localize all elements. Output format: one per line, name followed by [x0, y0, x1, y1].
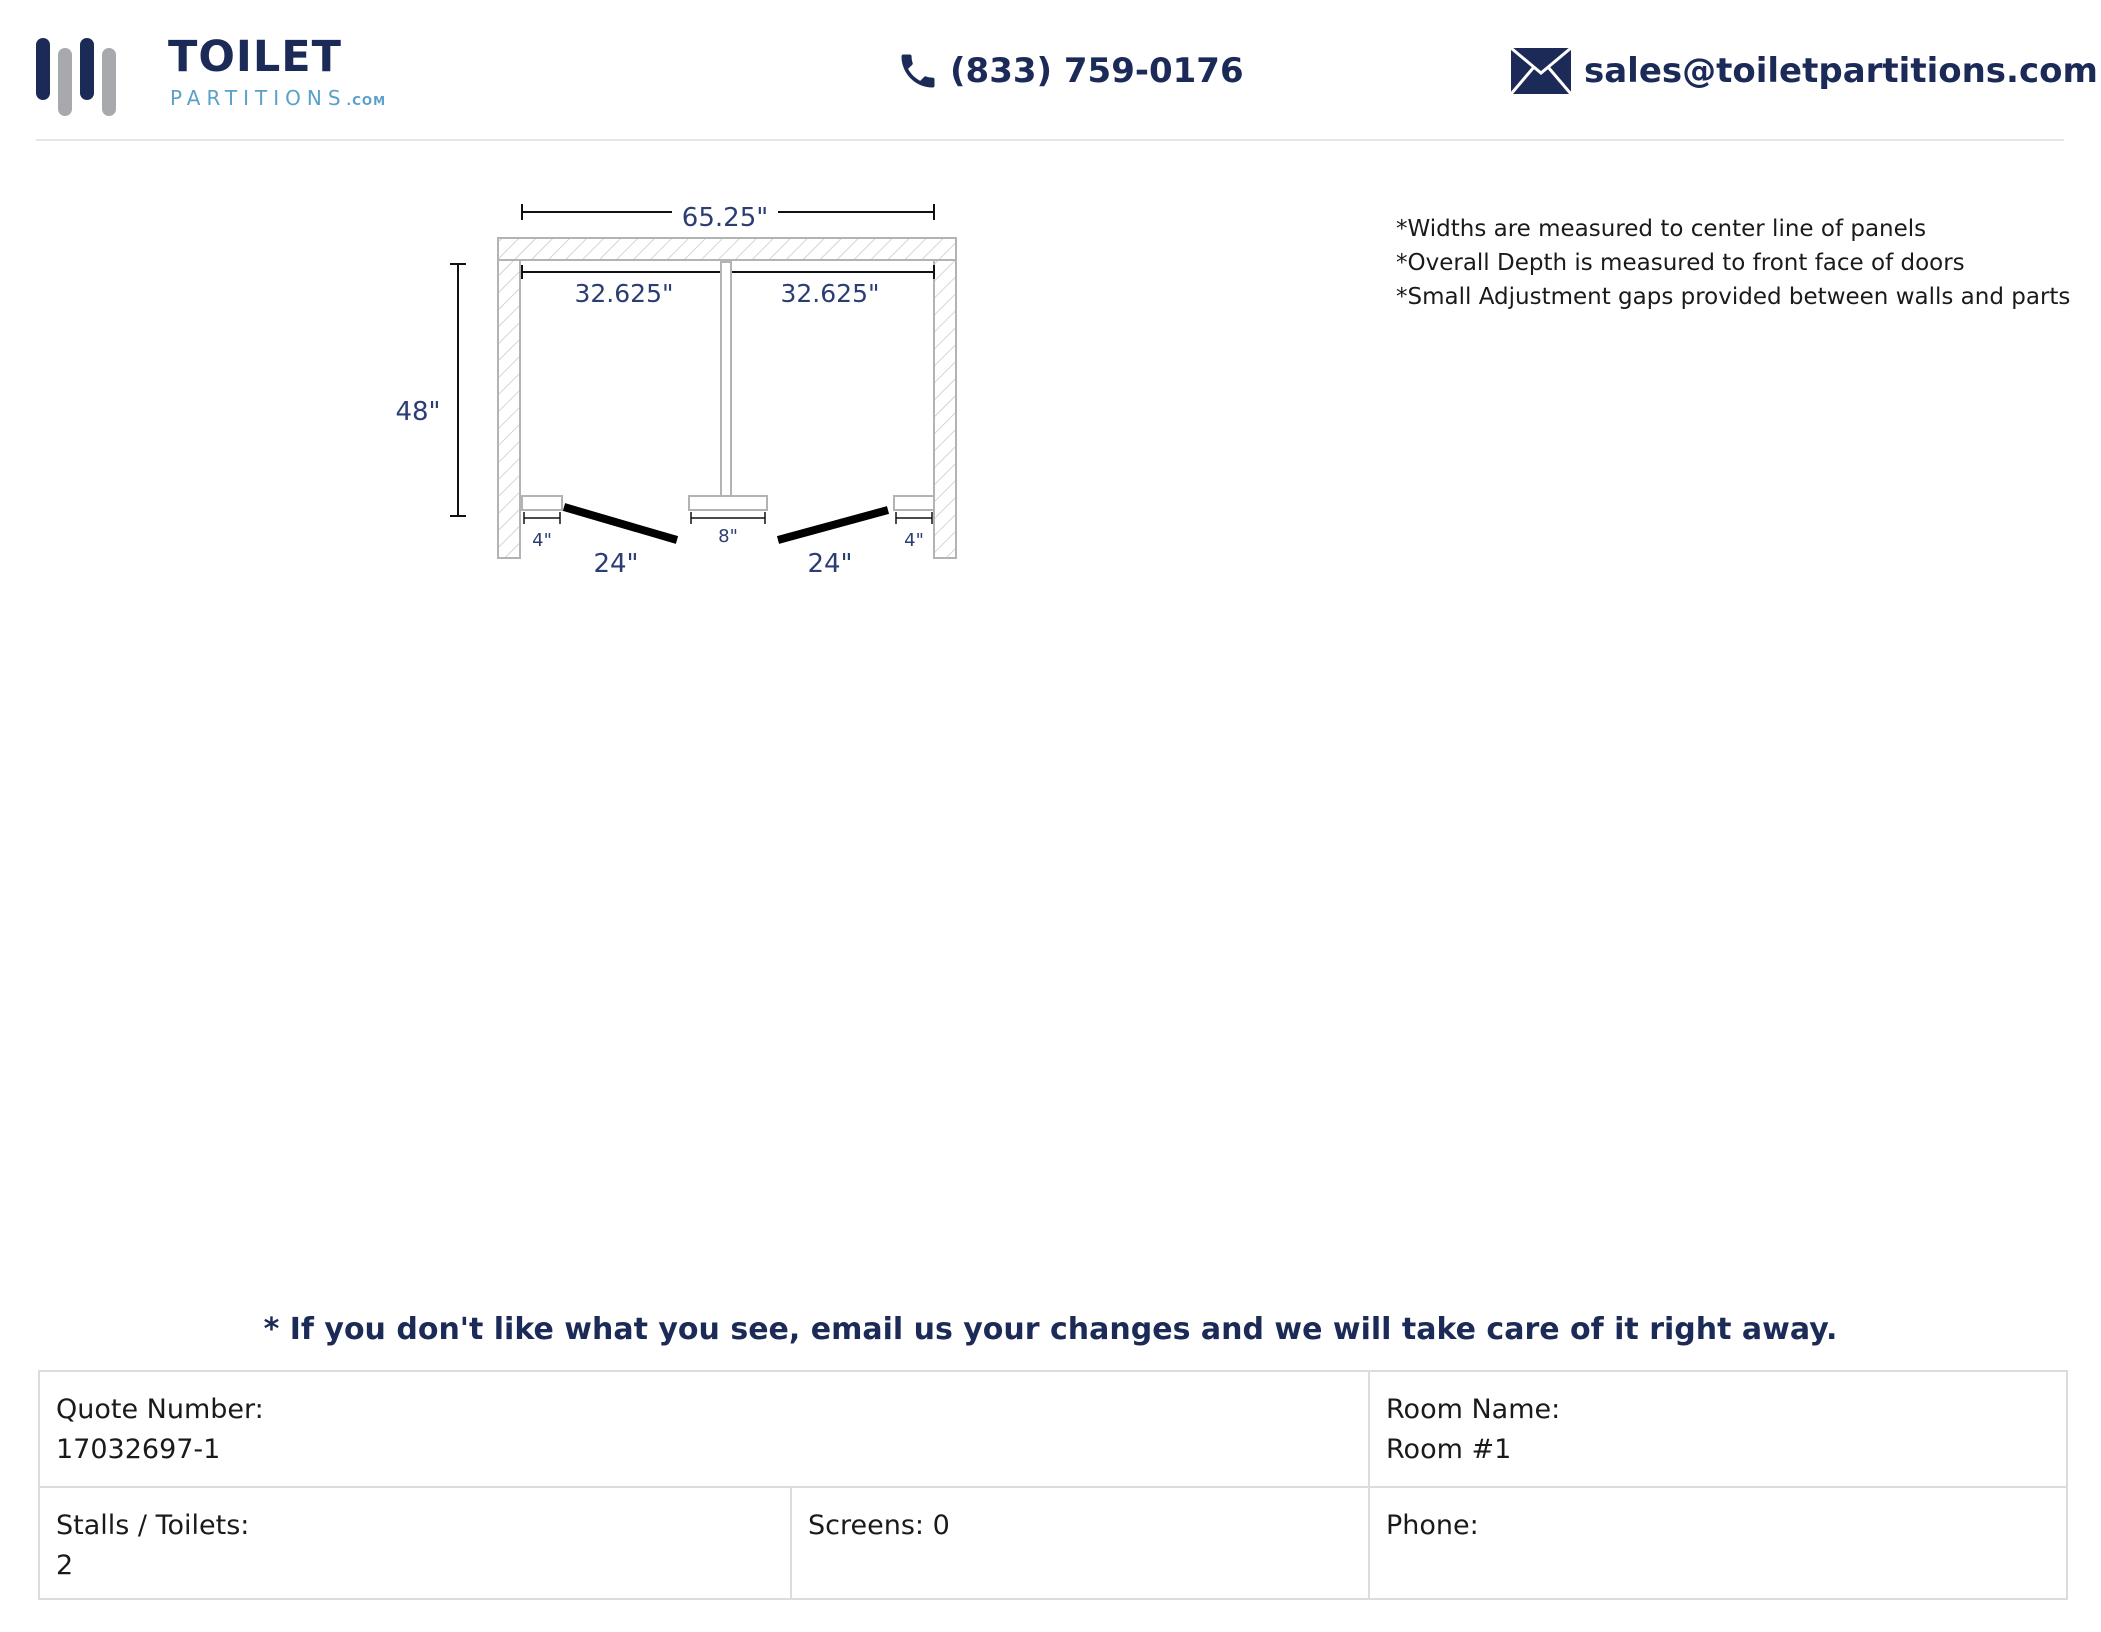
phone-cell — [1370, 1488, 2066, 1598]
room-name-label: Room Name: — [1386, 1394, 1561, 1425]
pilaster-label: 8" — [718, 526, 738, 547]
stalls-value: 2 — [56, 1550, 74, 1581]
door-left — [564, 507, 677, 540]
door-width-label: 24" — [807, 549, 853, 579]
header-phone[interactable] — [896, 46, 1244, 96]
overall-width-dimension — [522, 203, 934, 233]
logo-word-partitions: PARTITIONS.COM — [170, 86, 387, 110]
logo-bar-icon — [58, 48, 72, 116]
change-request-tagline: * If you don't like what you see, email us your changes and we will take care of it right away. — [263, 1312, 1838, 1347]
depth-dimension — [395, 264, 466, 516]
quote-number-cell — [40, 1372, 1368, 1486]
stall-layout-drawing — [380, 190, 980, 590]
room-name-cell — [1370, 1372, 2066, 1486]
phone-icon — [896, 49, 940, 93]
stalls-cell — [40, 1488, 790, 1598]
depth-label: 48" — [395, 397, 441, 427]
pilaster-label: 4" — [904, 530, 924, 551]
header-email[interactable] — [1510, 46, 2098, 96]
stall-width-label: 32.625" — [574, 279, 674, 308]
logo-bar-icon — [102, 48, 116, 116]
quote-number-label: Quote Number: — [56, 1394, 264, 1425]
quote-info-table — [38, 1370, 2068, 1600]
back-wall — [498, 238, 956, 260]
screens-text: Screens: 0 — [808, 1510, 950, 1541]
email-address: sales@toiletpartitions.com — [1584, 51, 2098, 91]
screens-cell — [792, 1488, 1368, 1598]
door-width-label: 24" — [593, 549, 639, 579]
envelope-icon — [1510, 47, 1572, 95]
logo-bar-icon — [80, 38, 94, 100]
note-line: *Widths are measured to center line of panels — [1396, 216, 1927, 242]
stalls-label: Stalls / Toilets: — [56, 1510, 250, 1541]
header — [0, 0, 2101, 142]
phone-number: (833) 759-0176 — [950, 51, 1244, 91]
center-panel — [721, 262, 731, 496]
note-line: *Overall Depth is measured to front face of doors — [1396, 250, 1965, 276]
pilaster-label: 4" — [532, 530, 552, 551]
room-name-value: Room #1 — [1386, 1434, 1512, 1465]
center-pilaster — [689, 496, 767, 510]
right-pilaster — [894, 496, 934, 510]
logo-bar-icon — [36, 38, 50, 100]
right-wall — [934, 260, 956, 558]
stall-width-label: 32.625" — [780, 279, 880, 308]
header-divider — [36, 139, 2064, 141]
company-logo[interactable] — [36, 32, 396, 122]
logo-word-toilet: TOILET — [168, 32, 342, 82]
phone-label: Phone: — [1386, 1510, 1479, 1541]
left-wall — [498, 260, 520, 558]
measurement-notes — [1396, 212, 2076, 314]
left-pilaster — [522, 496, 562, 510]
door-right — [778, 510, 888, 540]
quote-number-value: 17032697-1 — [56, 1434, 221, 1465]
note-line: *Small Adjustment gaps provided between walls and parts — [1396, 284, 2071, 310]
overall-width-label: 65.25" — [681, 203, 769, 233]
